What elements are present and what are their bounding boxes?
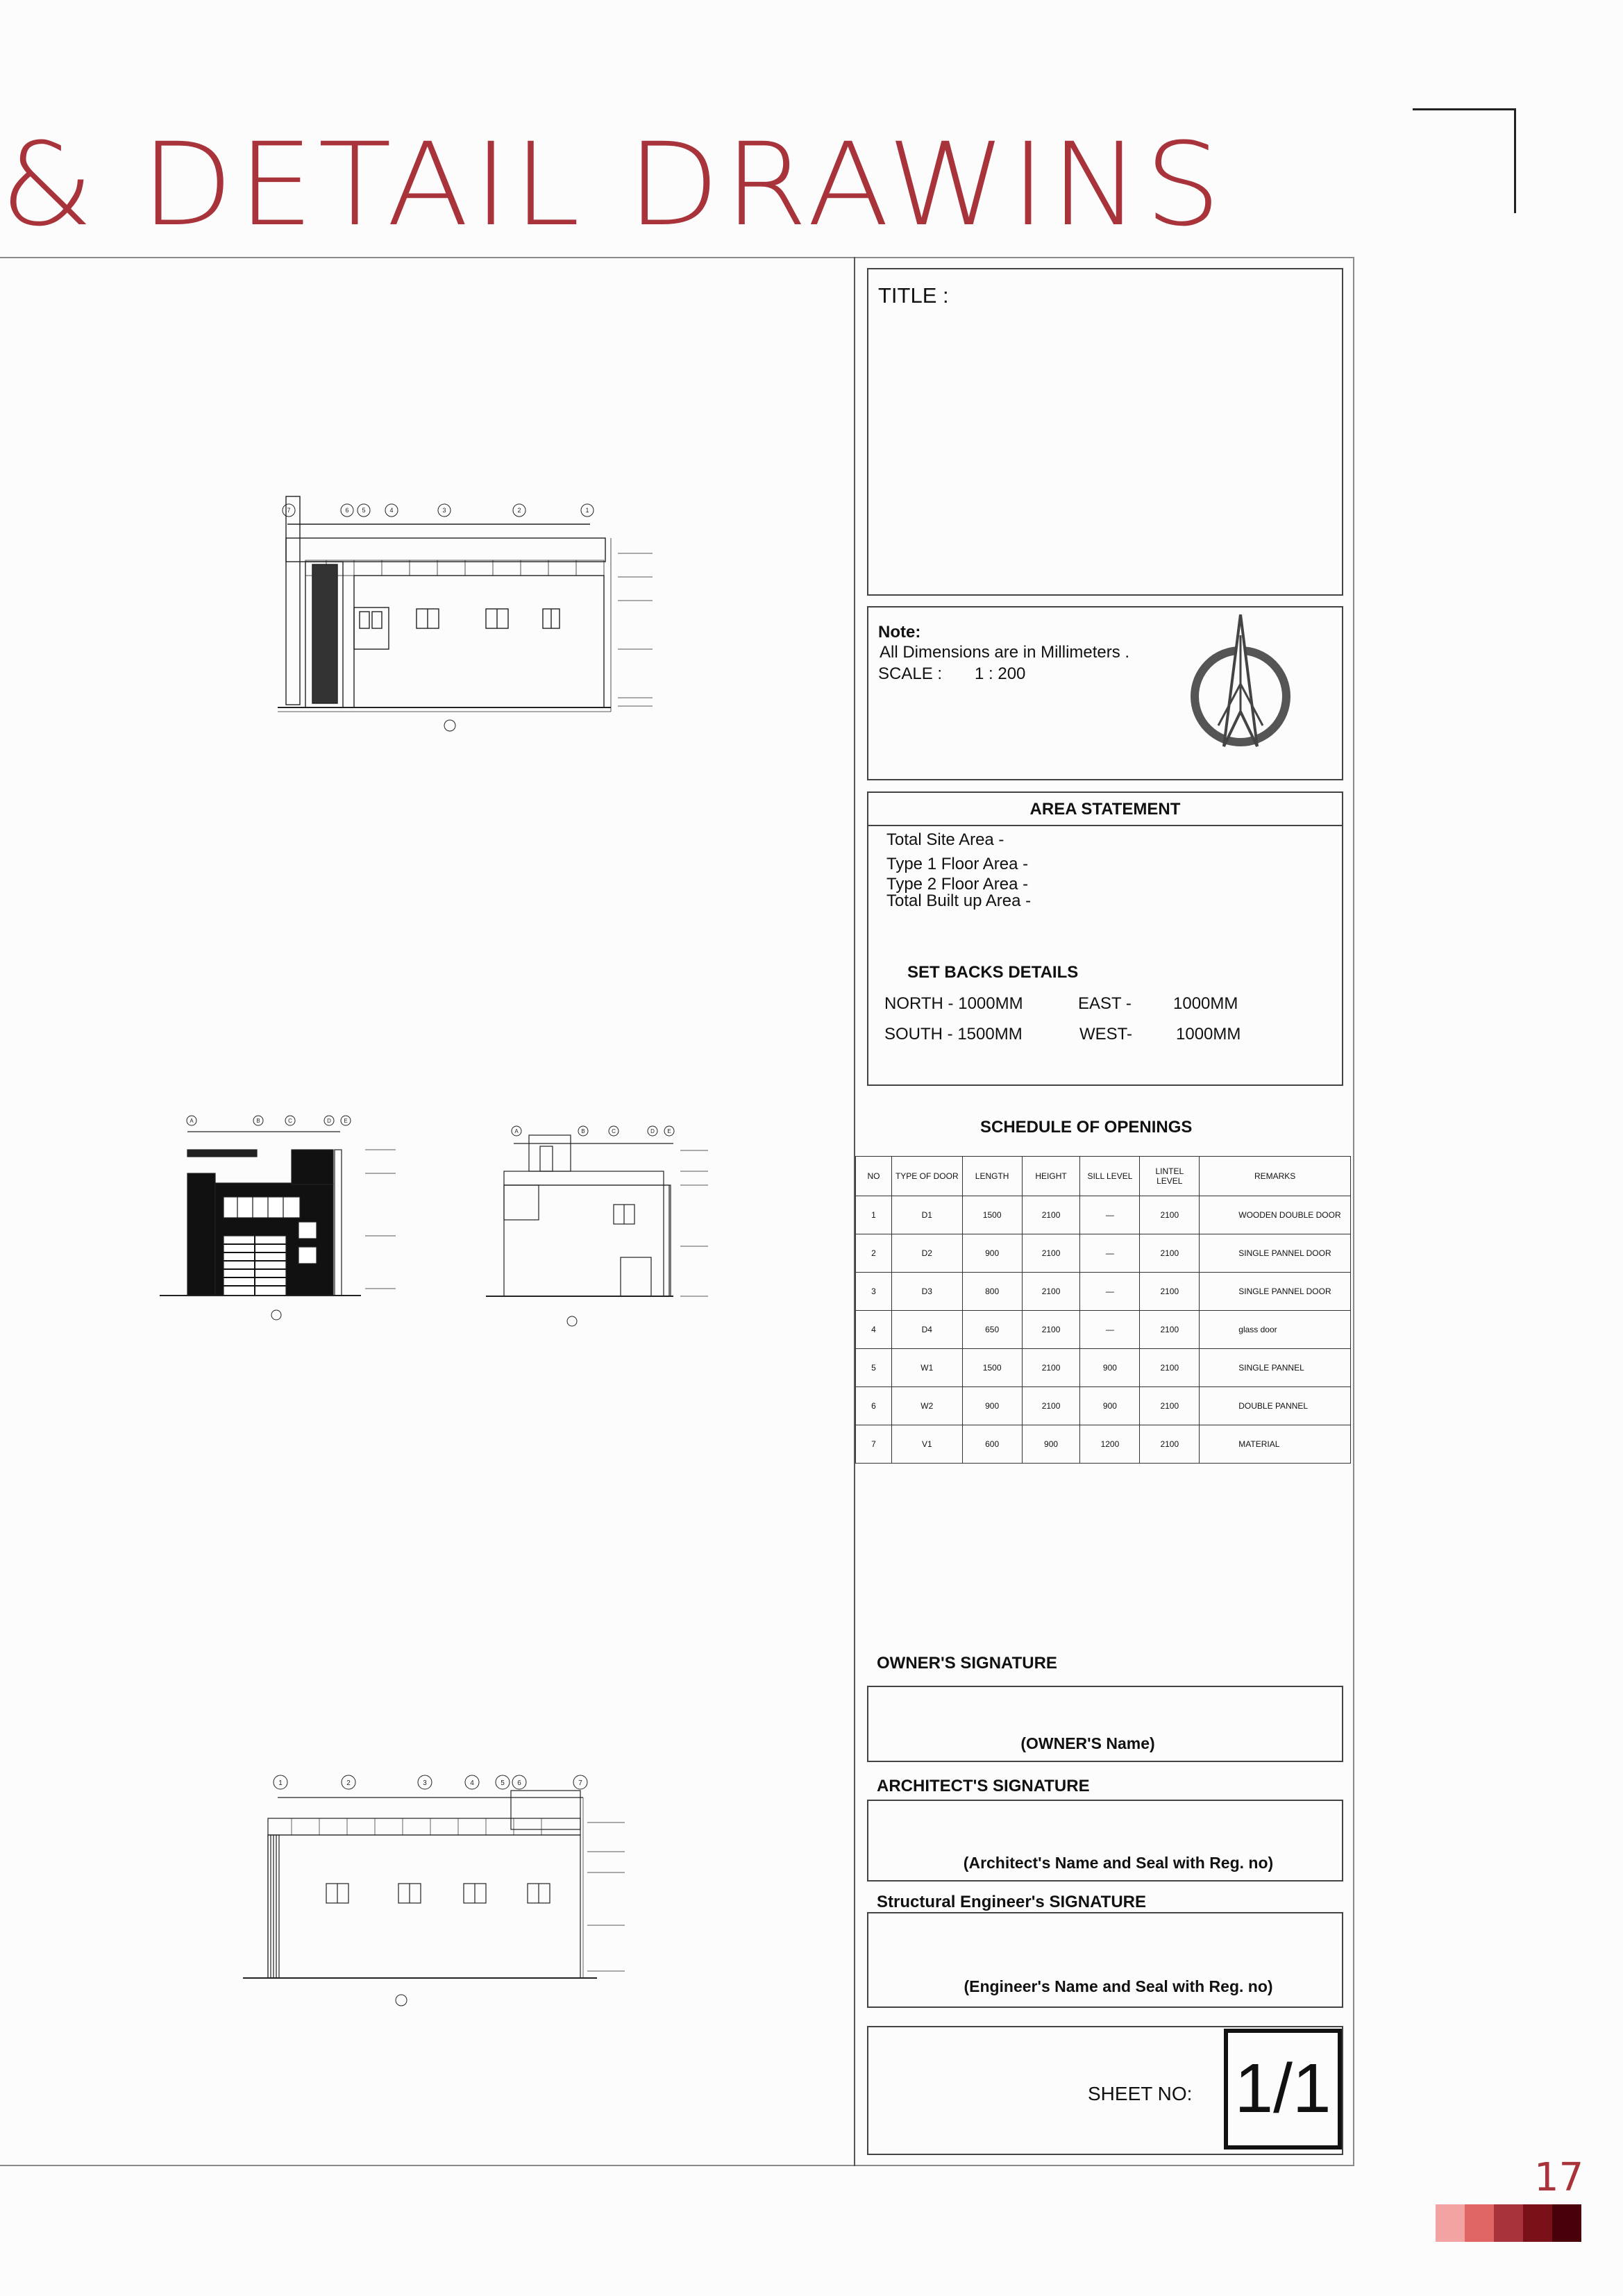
east-grid-label: 6 bbox=[345, 507, 349, 514]
site-area-label: Total Site Area - bbox=[886, 830, 1004, 849]
cell-sill: 1200 bbox=[1080, 1425, 1140, 1464]
schedule-title: SCHEDULE OF OPENINGS bbox=[980, 1118, 1193, 1137]
owner-name: (OWNER'S Name) bbox=[1020, 1734, 1155, 1752]
east-grid-label: 3 bbox=[442, 507, 446, 514]
col-height: HEIGHT bbox=[1022, 1157, 1080, 1196]
note-box bbox=[867, 606, 1343, 780]
cell-remarks: WOODEN DOUBLE DOOR bbox=[1200, 1196, 1351, 1234]
cell-no: 5 bbox=[856, 1349, 892, 1387]
color-swatch-strip bbox=[1436, 2204, 1581, 2242]
cell-height: 2100 bbox=[1022, 1387, 1080, 1425]
cell-length: 650 bbox=[962, 1311, 1022, 1349]
south-grid-label: D bbox=[327, 1118, 331, 1124]
cell-remarks: SINGLE PANNEL bbox=[1200, 1349, 1351, 1387]
scale-value: 1 : 200 bbox=[975, 664, 1026, 683]
cell-height: 2100 bbox=[1022, 1273, 1080, 1311]
title-label: TITLE : bbox=[878, 283, 949, 308]
east-elevation-drawing bbox=[278, 496, 666, 732]
table-row bbox=[856, 1387, 1351, 1425]
sheet-no-value: 1/1 bbox=[1224, 2029, 1342, 2150]
cell-type: D3 bbox=[891, 1273, 962, 1311]
cell-type: D1 bbox=[891, 1196, 962, 1234]
cell-length: 900 bbox=[962, 1234, 1022, 1273]
cell-no: 1 bbox=[856, 1196, 892, 1234]
schedule-header-row bbox=[856, 1157, 1351, 1196]
cell-sill: 900 bbox=[1080, 1387, 1140, 1425]
north-elevation-drawing bbox=[465, 1121, 729, 1336]
setback-south: SOUTH - 1500MM bbox=[884, 1025, 1023, 1044]
cell-sill: 900 bbox=[1080, 1349, 1140, 1387]
east-grid-label: 5 bbox=[362, 507, 366, 514]
cell-lintel: 2100 bbox=[1140, 1234, 1200, 1273]
area-statement-box bbox=[867, 791, 1343, 1086]
color-swatch bbox=[1552, 2204, 1581, 2242]
setback-north: NORTH - 1000MM bbox=[884, 994, 1023, 1013]
south-grid-label: A bbox=[190, 1118, 194, 1124]
scale-label: SCALE : bbox=[878, 664, 943, 683]
sheet-number-box bbox=[867, 2026, 1343, 2155]
table-row bbox=[856, 1196, 1351, 1234]
engineer-signature-box bbox=[867, 1912, 1343, 2008]
architect-signature-box bbox=[867, 1800, 1343, 1882]
cell-no: 6 bbox=[856, 1387, 892, 1425]
cell-type: W1 bbox=[891, 1349, 962, 1387]
color-swatch bbox=[1494, 2204, 1523, 2242]
cell-type: W2 bbox=[891, 1387, 962, 1425]
col-sill: SILL LEVEL bbox=[1080, 1157, 1140, 1196]
south-grid-label: E bbox=[344, 1118, 348, 1124]
table-row bbox=[856, 1234, 1351, 1273]
col-remarks: REMARKS bbox=[1200, 1157, 1351, 1196]
col-no: NO bbox=[856, 1157, 892, 1196]
corner-crop-mark bbox=[1413, 108, 1516, 213]
cell-height: 2100 bbox=[1022, 1196, 1080, 1234]
architect-signature-label: ARCHITECT'S SIGNATURE bbox=[877, 1777, 1090, 1795]
title-box bbox=[867, 268, 1343, 596]
table-row bbox=[856, 1349, 1351, 1387]
cell-type: V1 bbox=[891, 1425, 962, 1464]
west-grid-label: 6 bbox=[517, 1779, 521, 1787]
cell-sill: — bbox=[1080, 1311, 1140, 1349]
north-grid-label: E bbox=[667, 1128, 671, 1134]
cell-length: 1500 bbox=[962, 1349, 1022, 1387]
owner-signature-label: OWNER'S SIGNATURE bbox=[877, 1654, 1057, 1673]
setback-east-value: 1000MM bbox=[1173, 994, 1238, 1013]
col-lintel: LINTEL LEVEL bbox=[1140, 1157, 1200, 1196]
cell-sill: — bbox=[1080, 1234, 1140, 1273]
west-grid-label: 3 bbox=[423, 1779, 427, 1787]
north-grid-label: B bbox=[581, 1128, 585, 1134]
east-grid-label: 4 bbox=[389, 507, 394, 514]
built-up-area-label: Total Built up Area - bbox=[886, 891, 1032, 910]
cell-lintel: 2100 bbox=[1140, 1387, 1200, 1425]
cell-remarks: SINGLE PANNEL DOOR bbox=[1200, 1273, 1351, 1311]
cell-sill: — bbox=[1080, 1273, 1140, 1311]
cell-type: D4 bbox=[891, 1311, 962, 1349]
cell-type: D2 bbox=[891, 1234, 962, 1273]
south-grid-label: C bbox=[288, 1118, 292, 1124]
color-swatch bbox=[1436, 2204, 1465, 2242]
setback-east-label: EAST - bbox=[1078, 994, 1132, 1013]
col-type: TYPE OF DOOR bbox=[891, 1157, 962, 1196]
cell-length: 800 bbox=[962, 1273, 1022, 1311]
east-grid-label: 7 bbox=[287, 507, 291, 514]
cell-remarks: SINGLE PANNEL DOOR bbox=[1200, 1234, 1351, 1273]
south-elevation-drawing bbox=[160, 1111, 423, 1326]
type1-area-label: Type 1 Floor Area - bbox=[886, 855, 1029, 873]
west-grid-label: 4 bbox=[470, 1779, 474, 1787]
color-swatch bbox=[1465, 2204, 1494, 2242]
schedule-table bbox=[855, 1156, 1351, 1464]
note-label: Note: bbox=[878, 623, 921, 642]
cell-lintel: 2100 bbox=[1140, 1196, 1200, 1234]
north-arrow-icon bbox=[1178, 614, 1303, 753]
architect-name: (Architect's Name and Seal with Reg. no) bbox=[963, 1854, 1274, 1872]
cell-lintel: 2100 bbox=[1140, 1425, 1200, 1464]
area-statement-heading: AREA STATEMENT bbox=[1029, 800, 1181, 819]
color-swatch bbox=[1523, 2204, 1552, 2242]
west-elevation-drawing bbox=[236, 1767, 666, 2010]
setback-west-value: 1000MM bbox=[1176, 1025, 1241, 1044]
cell-lintel: 2100 bbox=[1140, 1349, 1200, 1387]
sheet-no-label: SHEET NO: bbox=[1088, 2083, 1193, 2104]
cell-height: 2100 bbox=[1022, 1234, 1080, 1273]
cell-height: 900 bbox=[1022, 1425, 1080, 1464]
east-grid-label: 2 bbox=[517, 507, 521, 514]
west-grid-label: 1 bbox=[278, 1779, 283, 1787]
cell-no: 4 bbox=[856, 1311, 892, 1349]
cell-no: 7 bbox=[856, 1425, 892, 1464]
table-row bbox=[856, 1311, 1351, 1349]
page-number: 17 bbox=[1534, 2155, 1584, 2200]
cell-no: 3 bbox=[856, 1273, 892, 1311]
type2-area-label: Type 2 Floor Area - bbox=[886, 875, 1029, 894]
north-grid-label: C bbox=[612, 1128, 616, 1134]
west-grid-label: 2 bbox=[346, 1779, 351, 1787]
cell-sill: — bbox=[1080, 1196, 1140, 1234]
dimensions-note: All Dimensions are in Millimeters . bbox=[880, 643, 1130, 662]
col-length: LENGTH bbox=[962, 1157, 1022, 1196]
setbacks-heading: SET BACKS DETAILS bbox=[907, 963, 1079, 982]
cell-length: 1500 bbox=[962, 1196, 1022, 1234]
west-grid-label: 5 bbox=[501, 1779, 505, 1787]
north-grid-label: D bbox=[650, 1128, 655, 1134]
east-grid-label: 1 bbox=[585, 507, 589, 514]
cell-no: 2 bbox=[856, 1234, 892, 1273]
cell-remarks: glass door bbox=[1200, 1311, 1351, 1349]
engineer-signature-label: Structural Engineer's SIGNATURE bbox=[877, 1893, 1146, 1911]
cell-height: 2100 bbox=[1022, 1311, 1080, 1349]
setback-west-label: WEST- bbox=[1079, 1025, 1132, 1044]
engineer-name: (Engineer's Name and Seal with Reg. no) bbox=[964, 1977, 1273, 1995]
north-grid-label: A bbox=[514, 1128, 519, 1134]
table-row bbox=[856, 1425, 1351, 1464]
cell-remarks: MATERIAL bbox=[1200, 1425, 1351, 1464]
south-grid-label: B bbox=[256, 1118, 260, 1124]
west-grid-label: 7 bbox=[578, 1779, 582, 1787]
cell-height: 2100 bbox=[1022, 1349, 1080, 1387]
owner-signature-box bbox=[867, 1686, 1343, 1762]
page-heading: & DETAIL DRAWINS bbox=[0, 118, 1226, 251]
cell-length: 600 bbox=[962, 1425, 1022, 1464]
cell-length: 900 bbox=[962, 1387, 1022, 1425]
cell-remarks: DOUBLE PANNEL bbox=[1200, 1387, 1351, 1425]
table-row bbox=[856, 1273, 1351, 1311]
cell-lintel: 2100 bbox=[1140, 1273, 1200, 1311]
cell-lintel: 2100 bbox=[1140, 1311, 1200, 1349]
area-statement-rule bbox=[868, 825, 1342, 826]
